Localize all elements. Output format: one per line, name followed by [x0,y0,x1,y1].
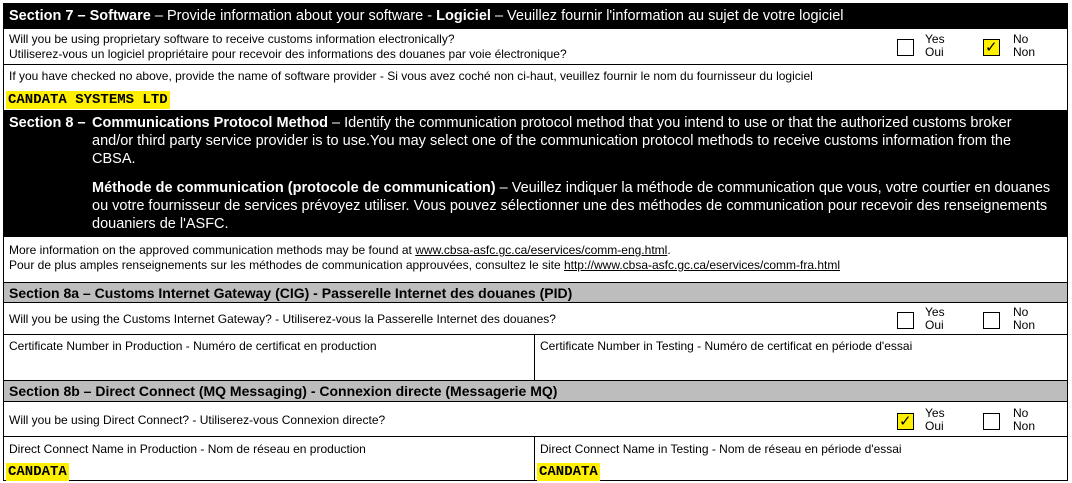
section8-description-en: Communications Protocol Method – Identify the communication protocol method that you intend to use or that the authorized customs broker and/or third party service provider is to use.You may select one of the communication protocol methods to receive customs information from the CBSA. [92,115,1012,167]
section8b-no-checkbox[interactable] [983,413,1000,430]
cert-test-field[interactable] [537,359,541,361]
section7-no-checkbox[interactable] [983,39,1000,56]
section8b-yes-checkbox[interactable] [897,413,914,430]
section8a-yes-label: Yes Oui [925,305,945,332]
cert-prod-field[interactable] [6,359,10,361]
section8a-question-row [4,303,1067,335]
section8a-title: Section 8a – Customs Internet Gateway (CIG) - Passerelle Internet des douanes (PID) [9,285,573,301]
cert-prod-label: Certificate Number in Production - Numéro de certificat en production [9,339,377,353]
section8-info-fr: Pour de plus amples renseignements sur les méthodes de communication approuvées, consultez le site http://www.cbsa-asfc.gc.ca/eservices/comm-fra.html [9,258,841,272]
section7-question-en: Will you be using proprietary software to receive customs information electronically? [9,32,455,46]
section8a-yes-checkbox[interactable] [897,312,914,329]
cert-test-label: Certificate Number in Testing - Numéro de certificat en période d'essai [540,339,913,353]
software-provider-label: If you have checked no above, provide the name of software provider - Si vous avez coché non ci-haut, veuillez fournir le nom du fournisseur du logiciel [9,69,813,83]
software-provider-field[interactable]: CANDATA SYSTEMS LTD [8,92,168,108]
section8-info-en: More information on the approved communication methods may be found at www.cbsa-asfc.gc.ca/eservices/comm-eng.html. [9,243,671,257]
section8a-header [4,283,1067,303]
section8-description-fr: Méthode de communication (protocole de communication) – Veuillez indiquer la méthode de communication que vous, votre courtier en douanes ou votre fournisseur de services prévoyez utiliser. Vous pouvez sélectionner une des méthodes de communication pour recevoir des renseignements douaniers de l'ASFC. [92,180,1051,232]
section8b-question: Will you be using Direct Connect? - Utiliserez-vous Connexion directe? [9,413,386,427]
software-provider-row [4,65,1067,111]
section8b-question-row [4,402,1067,437]
section8a-question: Will you be using the Customs Internet Gateway? - Utiliserez-vous la Passerelle Internet des douanes? [9,312,556,326]
section8-header [4,111,1067,237]
column-divider [534,437,535,480]
section8b-no-label: No Non [1013,406,1036,433]
section8a-no-checkbox[interactable] [983,312,1000,329]
section8b-title: Section 8b – Direct Connect (MQ Messaging) - Connexion directe (Messagerie MQ) [9,383,558,399]
dc-name-prod-field[interactable]: CANDATA [8,464,67,480]
section7-title: Section 7 – Software – Provide information about your software - Logiciel – Veuillez fournir l'information au sujet de votre logiciel [9,8,844,24]
section7-header [4,4,1067,29]
comm-fra-link[interactable]: http://www.cbsa-asfc.gc.ca/eservices/comm-fra.html [563,258,841,272]
section7-question-fr: Utiliserez-vous un logiciel propriétaire pour recevoir des informations des douanes par voie électronique? [9,47,567,61]
section8-info-row [4,237,1067,283]
dc-name-prod-label: Direct Connect Name in Production - Nom de réseau en production [9,442,366,456]
section8b-yes-label: Yes Oui [925,406,945,433]
section8b-header [4,381,1067,402]
section8-label: Section 8 – [9,115,86,131]
check-mark-icon: ✓ [899,412,912,430]
dc-name-test-field[interactable]: CANDATA [539,464,598,480]
comm-eng-link[interactable]: www.cbsa-asfc.gc.ca/eservices/comm-eng.html [415,243,668,257]
dc-name-test-label: Direct Connect Name in Testing - Nom de réseau en période d'essai [540,442,902,456]
section7-yes-label: Yes Oui [925,32,945,59]
section8a-no-label: No Non [1013,305,1036,332]
check-mark-icon: ✓ [985,38,998,56]
customs-form [3,3,1068,481]
section8b-names-row [4,437,1067,480]
column-divider [534,335,535,380]
section8a-certificates-row [4,335,1067,381]
section7-yes-checkbox[interactable] [897,39,914,56]
section7-no-label: No Non [1013,32,1036,59]
section7-question-row [4,29,1067,65]
